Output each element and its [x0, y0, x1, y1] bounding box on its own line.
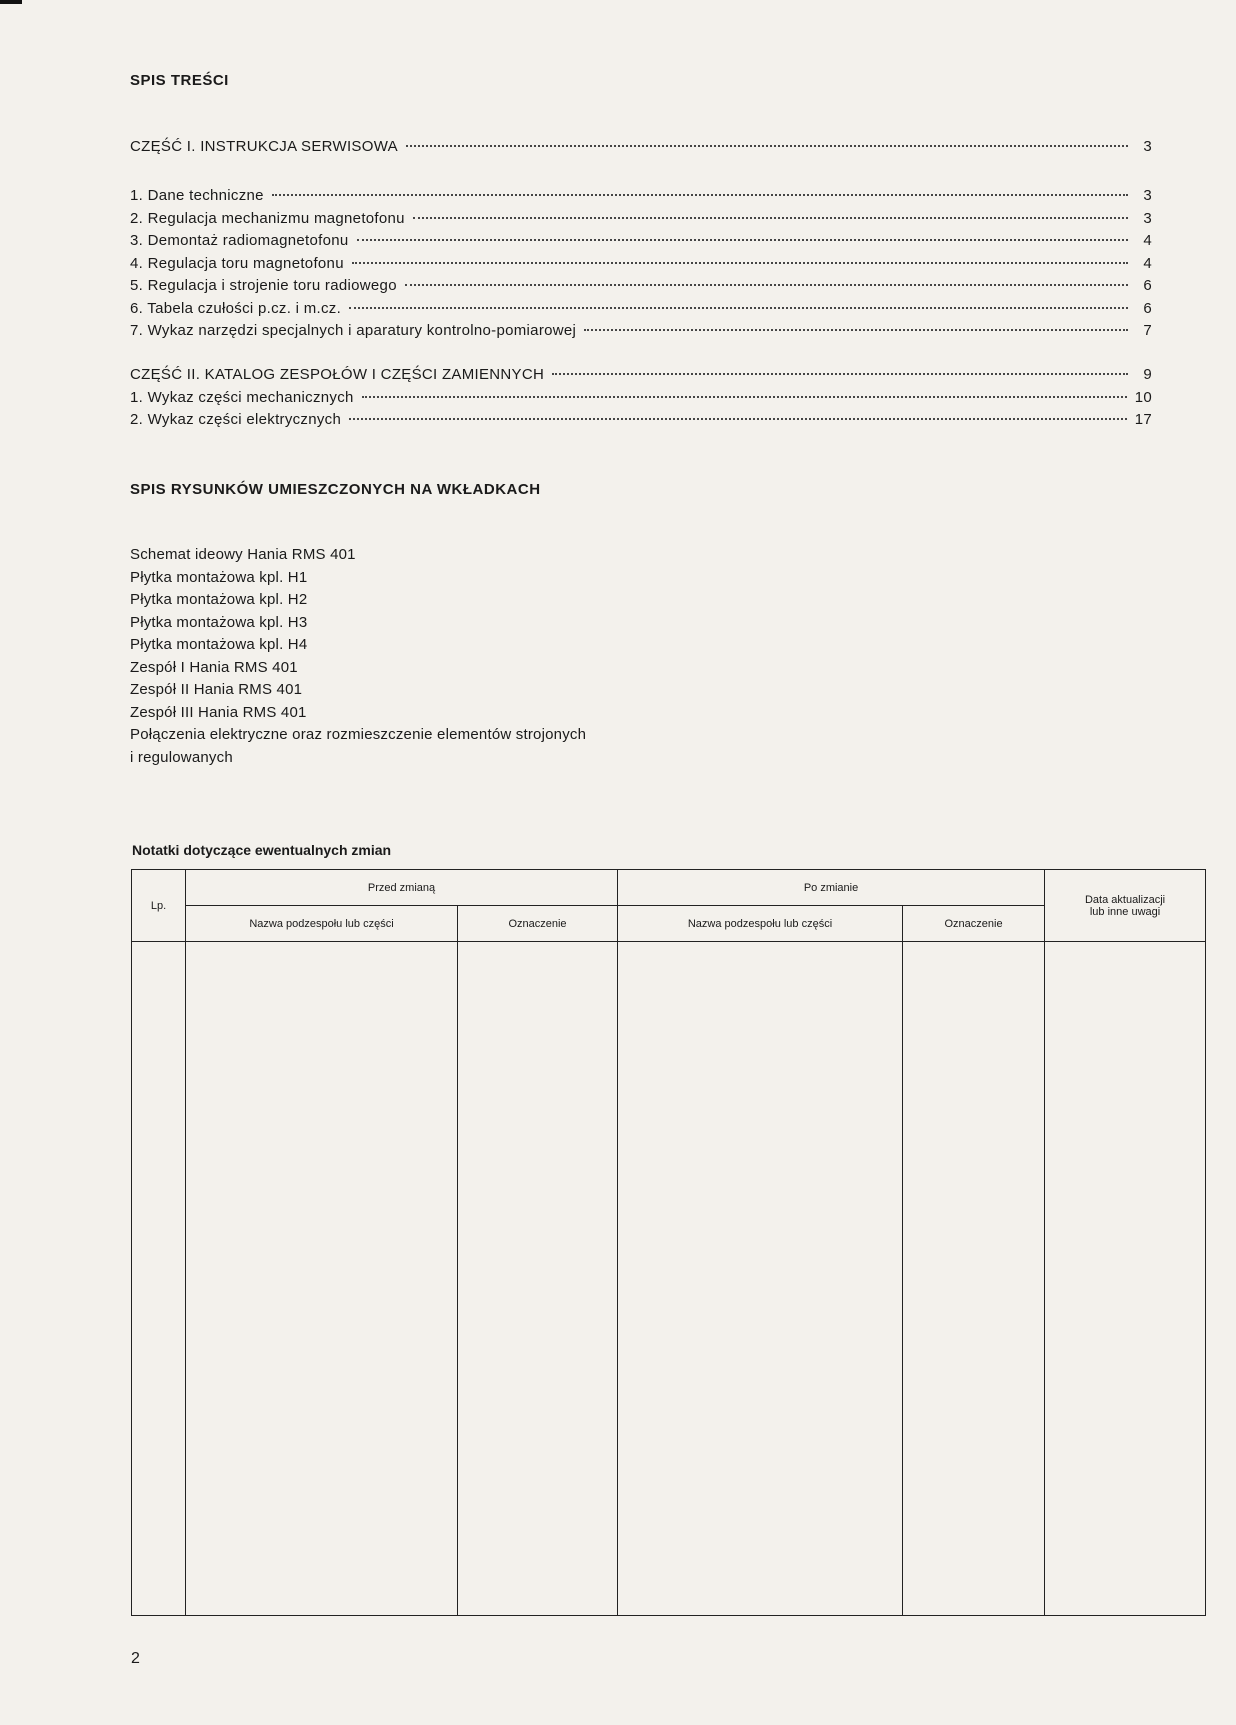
toc-row	[130, 389, 1152, 412]
toc-leader	[413, 217, 1128, 219]
drawing-item: Płytka montażowa kpl. H4	[130, 636, 308, 653]
group-after-header: Po zmianie	[618, 870, 1045, 906]
table-cell[interactable]	[132, 942, 186, 1616]
toc-leader	[349, 307, 1128, 309]
toc-row	[130, 187, 1152, 210]
toc-item-title: 4. Regulacja toru magnetofonu	[130, 254, 344, 272]
toc-item-title: 6. Tabela czułości p.cz. i m.cz.	[130, 299, 342, 317]
drawing-item: Schemat ideowy Hania RMS 401	[130, 546, 356, 563]
drawing-item: Zespół II Hania RMS 401	[130, 681, 303, 698]
drawing-item: Płytka montażowa kpl. H1	[130, 568, 308, 586]
table-row	[132, 942, 1206, 1616]
toc-row	[130, 366, 1152, 389]
edge-mark	[0, 0, 22, 4]
changes-table	[131, 869, 1206, 1616]
toc-item-page: 17	[1134, 411, 1152, 428]
toc-item-title: 5. Regulacja i strojenie toru radiowego	[130, 277, 397, 294]
toc-leader	[406, 145, 1128, 147]
toc-item-title: 1. Dane techniczne	[130, 187, 264, 204]
col-name-before-header: Nazwa podzespołu lub części	[186, 906, 458, 942]
toc-row	[130, 232, 1152, 255]
col-remarks-line1: Data aktualizacji	[1084, 893, 1166, 906]
toc-leader	[405, 284, 1128, 286]
drawing-item: Zespół I Hania RMS 401	[130, 658, 298, 676]
toc-leader	[584, 329, 1128, 331]
notes-title: Notatki dotyczące ewentualnych zmian	[132, 842, 392, 858]
toc-item-page: 7	[1143, 322, 1152, 339]
toc-item-page: 4	[1143, 254, 1152, 272]
toc-item-page: 3	[1143, 187, 1152, 204]
toc-leader	[362, 396, 1127, 398]
toc-leader	[349, 418, 1127, 420]
toc-part1-items	[130, 187, 1152, 345]
table-cell[interactable]	[458, 942, 618, 1616]
col-mark-after-header: Oznaczenie	[903, 906, 1045, 942]
toc-part1-page: 3	[1143, 138, 1152, 155]
table-subheader-row	[132, 906, 1206, 942]
toc-item-title: 2. Regulacja mechanizmu magnetofonu	[130, 209, 405, 227]
drawing-item: i regulowanych	[130, 748, 233, 766]
toc-item-page: 10	[1134, 388, 1152, 406]
toc-leader	[552, 373, 1128, 375]
col-remarks-header	[1045, 870, 1206, 942]
toc-item-title: 2. Wykaz części elektrycznych	[130, 411, 342, 428]
table-cell[interactable]	[186, 942, 458, 1616]
toc-item-page: 3	[1143, 209, 1152, 227]
toc-part2-page: 9	[1143, 366, 1152, 383]
table-header-row	[132, 870, 1206, 906]
toc-item-page: 4	[1143, 232, 1152, 249]
toc-row	[130, 277, 1152, 300]
col-remarks-line2: lub inne uwagi	[1089, 905, 1161, 918]
toc-item-page: 6	[1143, 277, 1152, 294]
toc-item-title: 7. Wykaz narzędzi specjalnych i aparatury kontrolno-pomiarowej	[130, 322, 577, 339]
toc-row	[130, 138, 1152, 161]
group-before-header: Przed zmianą	[186, 870, 618, 906]
page-number: 2	[131, 1650, 140, 1667]
toc-item-title: 3. Demontaż radiomagnetofonu	[130, 232, 349, 249]
toc-leader	[357, 239, 1128, 241]
drawings-heading: SPIS RYSUNKÓW UMIESZCZONYCH NA WKŁADKACH	[130, 481, 541, 498]
toc-row	[130, 300, 1152, 323]
col-mark-before-header: Oznaczenie	[458, 906, 618, 942]
drawing-item: Płytka montażowa kpl. H3	[130, 613, 308, 631]
toc-item-page: 6	[1143, 299, 1152, 317]
toc-row	[130, 210, 1152, 233]
drawing-item: Połączenia elektryczne oraz rozmieszczenie elementów strojonych	[130, 726, 587, 743]
toc-leader	[272, 194, 1128, 196]
toc-row	[130, 411, 1152, 434]
toc-part1	[130, 138, 1152, 161]
toc-leader	[352, 262, 1128, 264]
toc-row	[130, 322, 1152, 345]
toc-item-title: 1. Wykaz części mechanicznych	[130, 388, 354, 406]
toc-part2-title: CZĘŚĆ II. KATALOG ZESPOŁÓW I CZĘŚCI ZAMIENNYCH	[130, 366, 545, 383]
table-cell[interactable]	[618, 942, 903, 1616]
table-cell[interactable]	[903, 942, 1045, 1616]
toc-row	[130, 255, 1152, 278]
toc-part1-title: CZĘŚĆ I. INSTRUKCJA SERWISOWA	[130, 138, 398, 155]
drawings-list	[130, 544, 586, 769]
col-name-after-header: Nazwa podzespołu lub części	[618, 906, 903, 942]
col-lp-header: Lp.	[132, 870, 186, 942]
drawing-item: Zespół III Hania RMS 401	[130, 703, 307, 721]
drawing-item: Płytka montażowa kpl. H2	[130, 591, 308, 608]
toc-heading: SPIS TREŚCI	[130, 72, 229, 89]
toc-part2	[130, 366, 1152, 434]
table-cell[interactable]	[1045, 942, 1206, 1616]
